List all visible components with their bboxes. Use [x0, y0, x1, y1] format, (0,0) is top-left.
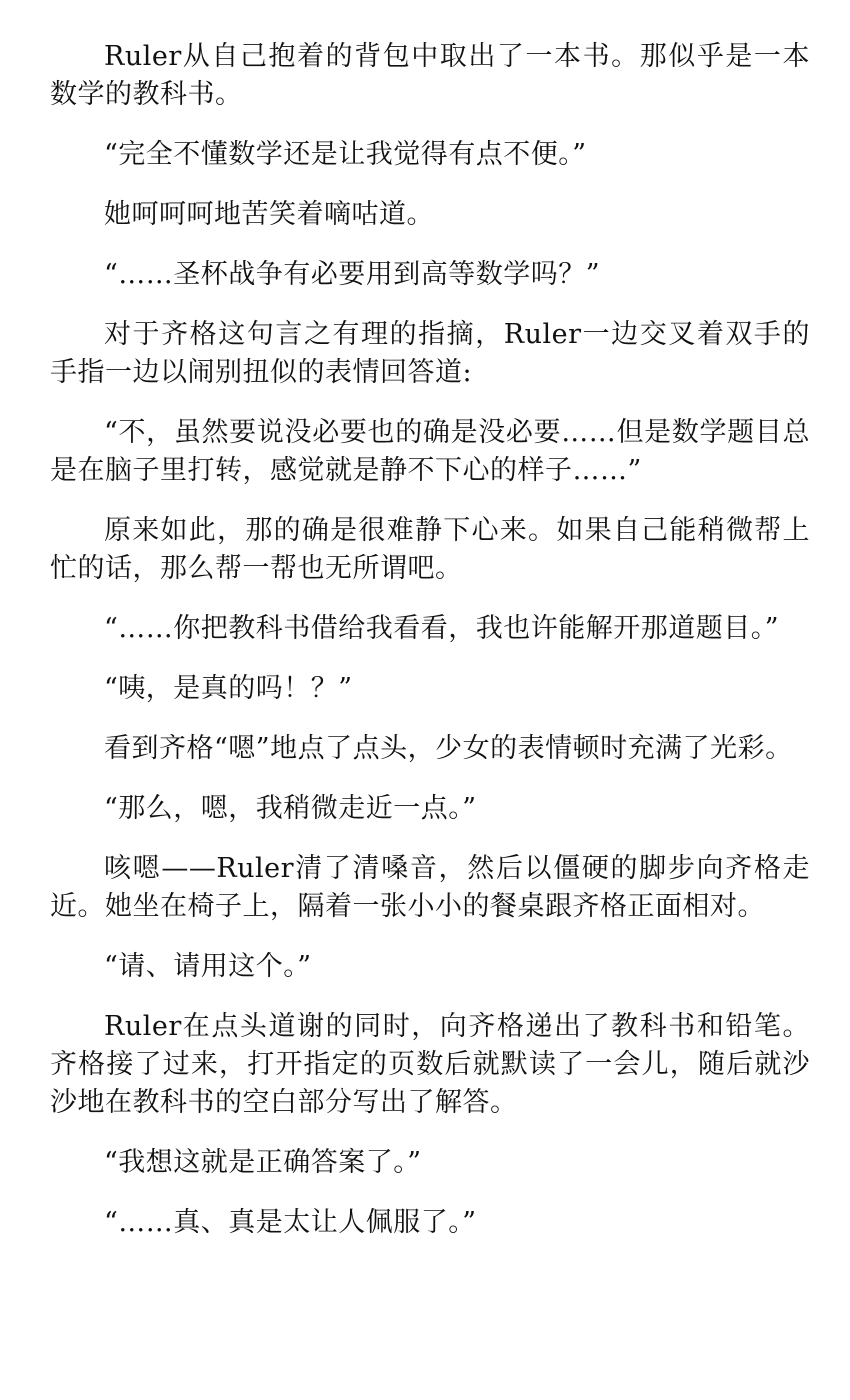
paragraph-6: “不，虽然要说没必要也的确是没必要……但是数学题目总是在脑子里打转，感觉就是静不下心的样子……”	[50, 417, 810, 486]
paragraph-14: Ruler在点头道谢的同时，向齐格递出了教科书和铅笔。齐格接了过来，打开指定的页数后就默读了一会儿，随后就沙沙地在教科书的空白部分写出了解答。	[50, 1011, 810, 1118]
paragraph-12: 咳嗯——Ruler清了清嗓音，然后以僵硬的脚步向齐格走近。她坐在椅子上，隔着一张小小的餐桌跟齐格正面相对。	[50, 853, 810, 922]
paragraph-9: “咦，是真的吗！？”	[104, 673, 353, 704]
paragraph-7: 原来如此，那的确是很难静下心来。如果自己能稍微帮上忙的话，那么帮一帮也无所谓吧。	[50, 515, 810, 584]
paragraph-2: “完全不懂数学还是让我觉得有点不便。”	[104, 139, 587, 170]
paragraph-3: 她呵呵呵地苦笑着嘀咕道。	[104, 199, 434, 230]
paragraph-8: “……你把教科书借给我看看，我也许能解开那道题目。”	[104, 613, 780, 644]
paragraph-15: “我想这就是正确答案了。”	[104, 1147, 422, 1178]
paragraph-11: “那么，嗯，我稍微走近一点。”	[104, 793, 477, 824]
paragraph-4: “……圣杯战争有必要用到高等数学吗？”	[104, 259, 601, 290]
paragraph-13: “请、请用这个。”	[104, 951, 312, 982]
body-text	[50, 38, 810, 1242]
paragraph-16: “……真、真是太让人佩服了。”	[104, 1207, 477, 1238]
paragraph-5: 对于齐格这句言之有理的指摘，Ruler一边交叉着双手的手指一边以闹别扭似的表情回答道:	[50, 319, 810, 388]
paragraph-10: 看到齐格“嗯”地点了点头，少女的表情顿时充满了光彩。	[104, 733, 793, 764]
paragraph-1: Ruler从自己抱着的背包中取出了一本书。那似乎是一本数学的教科书。	[50, 41, 810, 110]
